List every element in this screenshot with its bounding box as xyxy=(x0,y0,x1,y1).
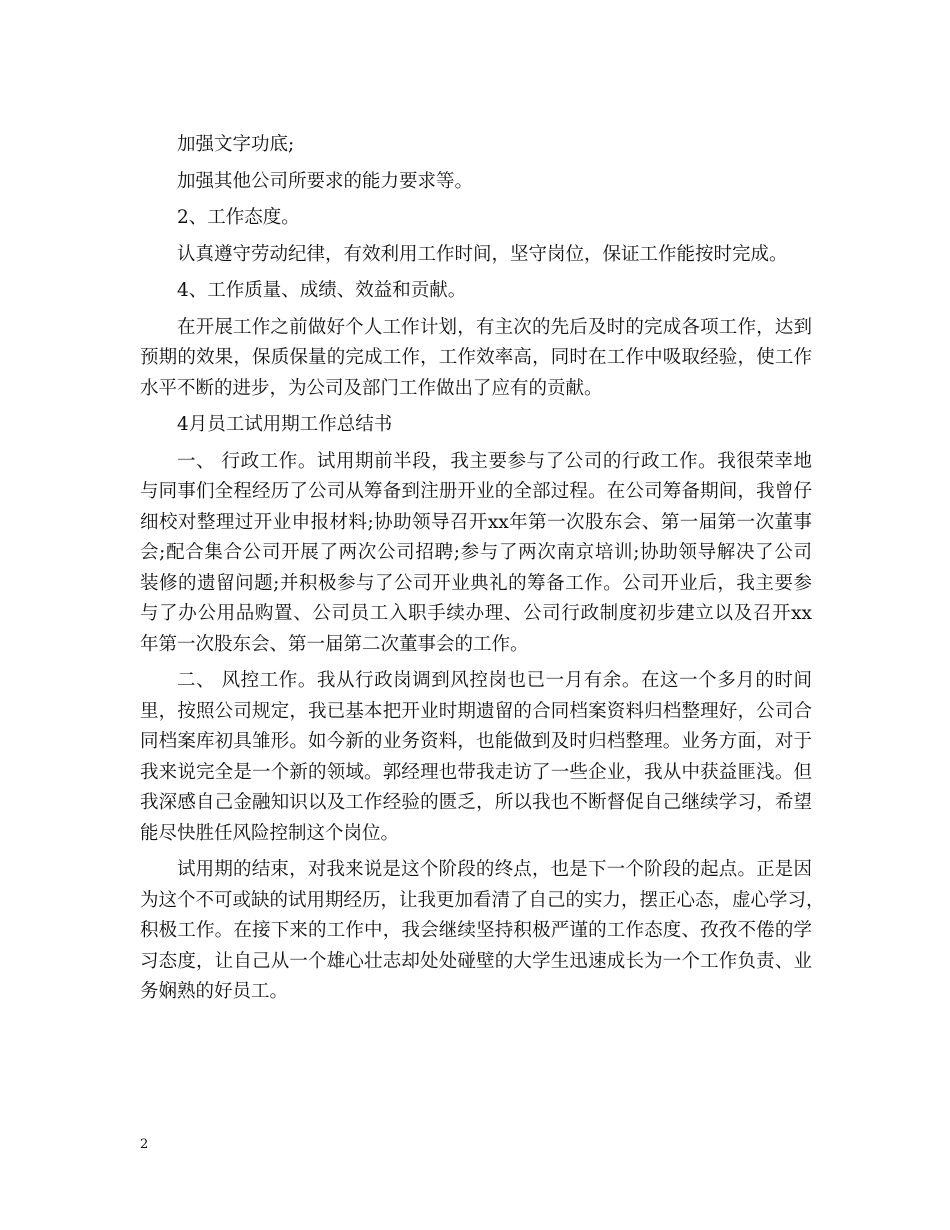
text-line: 我来说完全是一个新的领域。郭经理也带我走访了一些企业，我从中获益匪浅。但 xyxy=(140,761,812,783)
text-line: 与了办公用品购置、公司员工入职手续办理、公司行政制度初步建立以及召开xx xyxy=(140,603,812,624)
text-line: 加强文字功底; xyxy=(177,134,295,155)
text-line: 二、 风控工作。我从行政岗调到风控岗也已一月有余。在这一个多月的时间 xyxy=(177,670,812,691)
text-line: 为这个不可或缺的试用期经历，让我更加看清了自己的实力，摆正心态，虚心学习， xyxy=(140,889,825,911)
text-line: 在开展工作之前做好个人工作计划，有主次的先后及时的完成各项工作，达到 xyxy=(177,316,812,338)
text-line: 水平不断的进步，为公司及部门工作做出了应有的贡献。 xyxy=(140,377,603,399)
text-line: 4、工作质量、成绩、效益和贡献。 xyxy=(177,280,467,301)
paragraph xyxy=(140,855,825,1008)
text-line: 加强其他公司所要求的能力要求等。 xyxy=(177,170,474,192)
text-line: 会;配合集合公司开展了两次公司招聘;参与了两次南京培训;协助领导解决了公司 xyxy=(140,542,812,563)
paragraph xyxy=(140,666,812,849)
text-line: 里，按照公司规定，我已基本把开业时期遗留的合同档案资料归档整理好，公司合 xyxy=(140,700,812,722)
paragraph xyxy=(140,130,812,161)
text-line: 我深感自己金融知识以及工作经验的匮乏，所以我也不断督促自己继续学习，希望 xyxy=(140,792,812,813)
paragraph xyxy=(140,240,812,271)
text-line: 试用期的结束，对我来说是这个阶段的终点，也是下一个阶段的起点。正是因 xyxy=(177,859,812,880)
paragraph xyxy=(140,167,812,198)
text-line: 同档案库初具雏形。如今新的业务资料，也能做到及时归档整理。业务方面，对于 xyxy=(140,731,812,752)
paragraph xyxy=(140,313,812,405)
paragraph xyxy=(140,447,812,661)
text-line: 装修的遗留问题;并积极参与了公司开业典礼的筹备工作。公司开业后，我主要参 xyxy=(140,572,812,594)
page-number: 2 xyxy=(140,1137,149,1152)
text-line: 认真遵守劳动纪律，有效利用工作时间，坚守岗位，保证工作能按时完成。 xyxy=(177,243,788,265)
paragraph xyxy=(140,276,812,307)
text-line: 4月员工试用期工作总结书 xyxy=(177,414,393,435)
document-body xyxy=(140,130,825,1014)
text-line: 年第一次股东会、第一届第二次董事会的工作。 xyxy=(140,633,529,655)
text-line: 一、 行政工作。试用期前半段，我主要参与了公司的行政工作。我很荣幸地 xyxy=(177,450,812,472)
text-line: 能尽快胜任风险控制这个岗位。 xyxy=(140,822,400,844)
text-line: 2、工作态度。 xyxy=(177,207,300,228)
text-line: 习态度，让自己从一个雄心壮志却处处碰壁的大学生迅速成长为一个工作负责、业 xyxy=(140,950,812,972)
paragraph xyxy=(140,203,812,234)
text-line: 务娴熟的好员工。 xyxy=(140,981,289,1002)
text-line: 与同事们全程经历了公司从筹备到注册开业的全部过程。在公司筹备期间，我曾仔 xyxy=(140,481,812,502)
paragraph xyxy=(140,410,812,441)
text-line: 积极工作。在接下来的工作中，我会继续坚持积极严谨的工作态度、孜孜不倦的学 xyxy=(140,920,812,941)
text-line: 细校对整理过开业申报材料;协助领导召开xx年第一次股东会、第一届第一次董事 xyxy=(140,511,812,533)
text-line: 预期的效果，保质保量的完成工作，工作效率高，同时在工作中吸取经验，使工作 xyxy=(140,347,812,368)
